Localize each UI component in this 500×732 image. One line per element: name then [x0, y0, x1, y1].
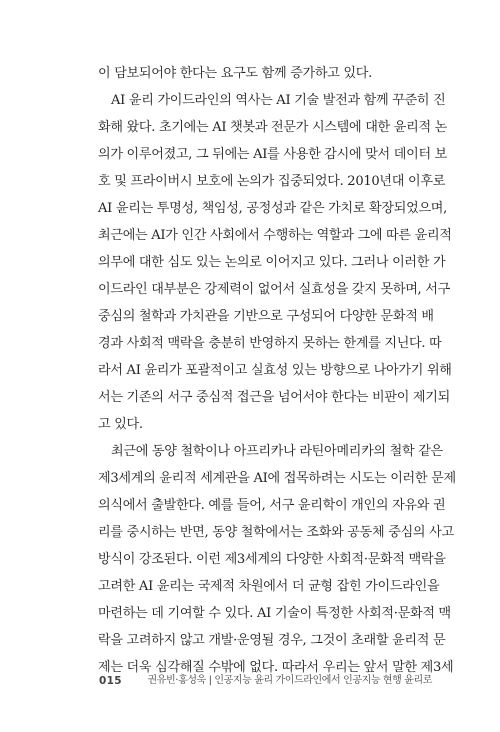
page-footer [99, 671, 432, 691]
running-head: 권유빈·홍성욱 | 인공지능 윤리 가이드라인에서 인공지능 현행 윤리로 [147, 675, 432, 686]
body-line: 락을 고려하지 않고 개발·운영될 경우, 그것이 초래할 윤리적 문 [98, 633, 446, 648]
body-line: 의식에서 출발한다. 예를 들어, 서구 윤리학이 개인의 자유와 권 [98, 498, 446, 513]
body-line: 중심의 철학과 가치관을 기반으로 구성되어 다양한 문화적 배 [98, 309, 434, 324]
body-line: 리를 중시하는 반면, 동양 철학에서는 조화와 공동체 중심의 사고 [98, 525, 454, 540]
body-line: 라서 AI 윤리가 포괄적이고 실효성 있는 방향으로 나아가기 위해 [98, 363, 452, 378]
body-line: 이 담보되어야 한다는 요구도 함께 증가하고 있다. [98, 66, 373, 81]
body-line: 서는 기존의 서구 중심적 접근을 넘어서야 한다는 비판이 제기되 [98, 390, 450, 405]
body-line: 마련하는 데 기여할 수 있다. AI 기술이 특정한 사회적·문화적 맥 [98, 606, 451, 621]
body-line: 호 및 프라이버시 보호에 논의가 집중되었다. 2010년대 이후로 [98, 174, 446, 189]
body-line: 고려한 AI 윤리는 국제적 차원에서 더 균형 잡힌 가이드라인을 [98, 579, 440, 594]
body-line: 화해 왔다. 초기에는 AI 챗봇과 전문가 시스템에 대한 윤리적 논 [98, 120, 448, 135]
body-line: 이드라인 대부분은 강제력이 없어서 실효성을 갖지 못하며, 서구 [98, 282, 450, 297]
body-line: 경과 사회적 맥락을 충분히 반영하지 못하는 한계를 지닌다. 따 [98, 336, 442, 351]
paragraph-first-line: AI 윤리 가이드라인의 역사는 AI 기술 발전과 함께 꾸준히 진 [111, 93, 446, 108]
page-number: 015 [99, 675, 122, 687]
body-line: 제3세계의 윤리적 세계관을 AI에 접목하려는 시도는 이러한 문제 [98, 471, 456, 486]
page-body [98, 60, 456, 681]
body-line: 고 있다. [98, 417, 143, 432]
body-line: 방식이 강조된다. 이런 제3세계의 다양한 사회적·문화적 맥락을 [98, 552, 446, 567]
body-line: 의가 이루어졌고, 그 뒤에는 AI를 사용한 감시에 맞서 데이터 보 [98, 147, 448, 162]
body-line: AI 윤리는 투명성, 책임성, 공정성과 같은 가치로 확장되었으며, [98, 201, 448, 216]
body-line: 의무에 대한 심도 있는 논의로 이어지고 있다. 그러나 이러한 가 [98, 255, 446, 270]
body-line: 제는 더욱 심각해질 수밖에 없다. 따라서 우리는 앞서 말한 제3세 [98, 660, 454, 675]
paragraph-first-line: 최근에 동양 철학이나 아프리카나 라틴아메리카의 철학 같은 [111, 444, 443, 459]
body-line: 최근에는 AI가 인간 사회에서 수행하는 역할과 그에 따른 윤리적 [98, 228, 452, 243]
